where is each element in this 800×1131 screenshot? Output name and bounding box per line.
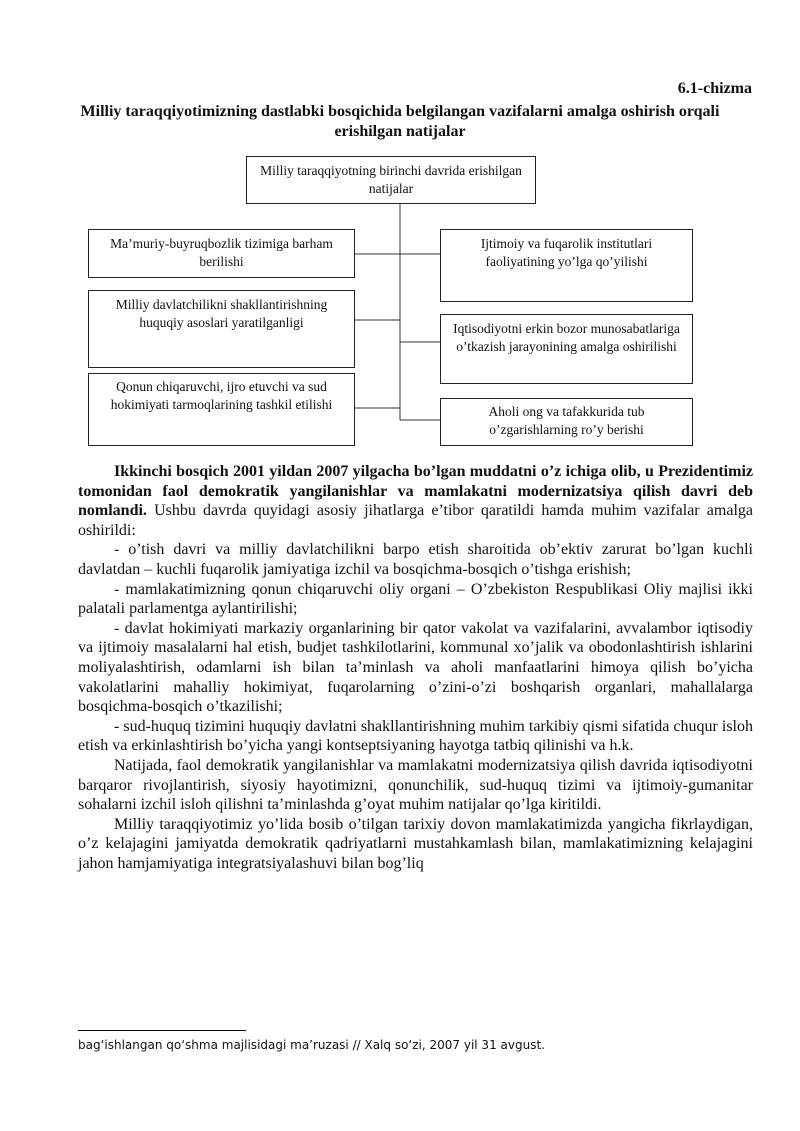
paragraph-5: - sud-huquq tizimini huquqiy davlatni shakllantirishning muhim tarkibiy qismi sifatida chuqur isloh etish va erkinlashtirish bo’yicha yangi kontseptsiyaning hayotga tatbiq qilinishi va h.k. (78, 717, 753, 755)
paragraph-6: Natijada, faol demokratik yangilanishlar va mamlakatni modernizatsiya qilish davrida iqtisodiyotni barqaror rivojlantirish, siyosiy hayotimizni, qonunchilik, sud-huquq tizimi va ijtimoiy-gumanitar sohalarni izchil isloh qilishni ta’minlashda g’oyat muhim natijalar qo’lga kiritildi. (78, 756, 753, 814)
footnote: bag‘ishlangan qo‘shma majlisidagi ma’ruzasi // Xalq so‘zi, 2007 yil 31 avgust. (78, 1038, 545, 1052)
paragraph-3: - mamlakatimizning qonun chiqaruvchi oliy organi – O’zbekiston Respublikasi Oliy majlisi ikki palatali parlamentga aylantirilishi; (78, 580, 753, 618)
left-box-3: Qonun chiqaruvchi, ijro etuvchi va sud hokimiyati tarmoqlarining tashkil etilishi (88, 373, 355, 446)
paragraph-1-rest: Ushbu davrda quyidagi asosiy jihatlarga e’tibor qaratildi hamda muhim vazifalar amalga oshirildi: (78, 502, 753, 539)
paragraph-7: Milliy taraqqiyotimiz yo’lida bosib o’tilgan tarixiy dovon mamlakatimizda yangicha fikrlaydigan, o’z kelajagini jamiyatda demokratik qadriyatlarni mustahkamlash bilan, mamlakatimizning kelajagini jahon hamjamiyatiga integratsiyalashuvi bilan bog’liq (78, 815, 753, 872)
left-box-1: Ma’muriy-buyruqbozlik tizimiga barham berilishi (88, 229, 355, 278)
figure-label: 6.1-chizma (677, 80, 752, 97)
footnote-divider (78, 1030, 246, 1031)
right-box-2: Iqtisodiyotni erkin bozor munosabatlariga o’tkazish jarayonining amalga oshirilishi (440, 314, 693, 384)
left-box-2: Milliy davlatchilikni shakllantirishning huquqiy asoslari yaratilganligi (88, 290, 355, 368)
results-diagram (0, 0, 800, 460)
paragraph-2: - o’tish davri va milliy davlatchilikni barpo etish sharoitida ob’ektiv zarurat bo’lgan kuchli davlatdan – kuchli fuqarolik jamiyatiga izchil va bosqichma-bosqich o’tishga erishish; (78, 541, 753, 578)
figure-title: Milliy taraqqiyotimizning dastlabki bosqichida belgilangan vazifalarni amalga oshirish orqali erishilgan natijalar (80, 103, 720, 140)
right-box-3: Aholi ong va tafakkurida tub o’zgarishlarning ro’y berishi (440, 398, 693, 446)
root-box: Milliy taraqqiyotning birinchi davrida erishilgan natijalar (246, 156, 536, 204)
right-box-1: Ijtimoiy va fuqarolik institutlari faoliyatining yo’lga qo’yilishi (440, 229, 693, 302)
paragraph-4: - davlat hokimiyati markaziy organlarining bir qator vakolat va vazifalarini, avvalambor iqtisodiy va ijtimoiy masalalarni hal etish, budjet tashkilotlarini, kommunal xo’jalik va obodonlashtirish ishlarini moliyalashtirish, odamlarni ish bilan ta’minlash va aholi manfaatlarini himoya qilish bo’yicha vakolatlarini mahalliy hokimiyat, fuqarolarning o’zini-o’zi boshqarish organlari, mahallalarga bosqichma-bosqich o’tkazilishi; (78, 619, 753, 716)
paragraph-1 (78, 462, 753, 540)
body-text (78, 462, 753, 873)
paragraph-1-bold: Ikkinchi bosqich 2001 yildan 2007 yilgacha bo’lgan muddatni o’z ichiga olib, u Prezidentimiz tomonidan faol demokratik yangilanishlar va mamlakatni modernizatsiya qilish davri deb nomlandi. (78, 463, 753, 520)
